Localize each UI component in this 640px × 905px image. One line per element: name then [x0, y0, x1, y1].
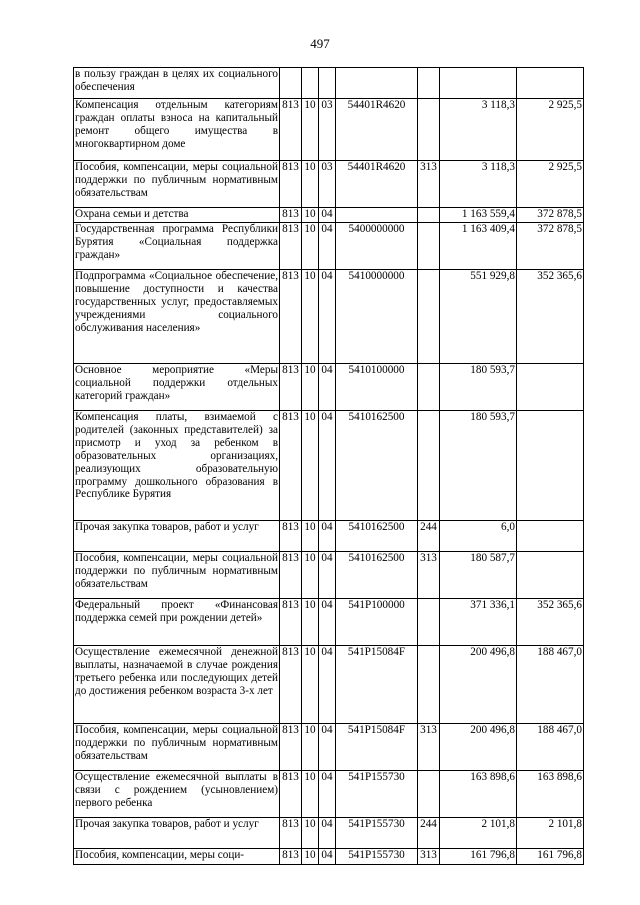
table-row	[74, 411, 584, 521]
sum-1-cell: 3 118,3	[440, 161, 517, 208]
sum-1-cell: 6,0	[440, 521, 517, 552]
table-row	[74, 552, 584, 599]
table-row	[74, 724, 584, 771]
table-row	[74, 521, 584, 552]
csr-code-cell: 54401R4620	[336, 161, 418, 208]
row-name-cell: Пособия, компенсации, меры социальной поддержки по публичным нормативным обязательствам	[74, 724, 280, 771]
sum-2-cell	[517, 521, 584, 552]
row-name-cell: Подпрограмма «Социальное обеспечение, повышение доступности и качества государственных услуг, предоставляемых учреждениями социального обслуживания населения»	[74, 270, 280, 364]
vr-code-cell	[418, 208, 440, 223]
sum-2-cell: 2 925,5	[517, 161, 584, 208]
gr-code-cell: 813	[280, 552, 302, 599]
row-name-cell: Прочая закупка товаров, работ и услуг	[74, 521, 280, 552]
csr-code-cell: 5410162500	[336, 521, 418, 552]
gr-code-cell: 813	[280, 223, 302, 270]
sum-1-cell: 180 593,7	[440, 411, 517, 521]
sum-1-cell: 2 101,8	[440, 818, 517, 849]
sum-2-cell: 163 898,6	[517, 771, 584, 818]
rz-code-cell: 10	[302, 646, 319, 724]
sum-2-cell	[517, 411, 584, 521]
gr-code-cell: 813	[280, 818, 302, 849]
row-name-cell: Пособия, компенсации, меры социальной поддержки по публичным нормативным обязательствам	[74, 552, 280, 599]
table-row	[74, 99, 584, 161]
vr-code-cell	[418, 771, 440, 818]
table-row	[74, 818, 584, 849]
rz-code-cell: 10	[302, 364, 319, 411]
sum-1-cell: 200 496,8	[440, 646, 517, 724]
pr-code-cell: 03	[319, 161, 336, 208]
rz-code-cell: 10	[302, 724, 319, 771]
vr-code-cell: 313	[418, 849, 440, 865]
csr-code-cell	[336, 68, 418, 99]
csr-code-cell: 5400000000	[336, 223, 418, 270]
sum-2-cell: 352 365,6	[517, 270, 584, 364]
table-row	[74, 849, 584, 865]
row-name-cell: Охрана семьи и детства	[74, 208, 280, 223]
row-name-cell: Федеральный проект «Финансовая поддержка семей при рождении детей»	[74, 599, 280, 646]
sum-1-cell: 3 118,3	[440, 99, 517, 161]
rz-code-cell	[302, 68, 319, 99]
sum-2-cell: 372 878,5	[517, 208, 584, 223]
sum-2-cell	[517, 552, 584, 599]
sum-2-cell: 372 878,5	[517, 223, 584, 270]
csr-code-cell: 541P100000	[336, 599, 418, 646]
rz-code-cell: 10	[302, 771, 319, 818]
gr-code-cell: 813	[280, 364, 302, 411]
rz-code-cell: 10	[302, 521, 319, 552]
table-row	[74, 599, 584, 646]
sum-1-cell: 1 163 559,4	[440, 208, 517, 223]
page-number: 497	[310, 36, 330, 51]
csr-code-cell: 5410000000	[336, 270, 418, 364]
csr-code-cell: 541P155730	[336, 849, 418, 865]
budget-table	[73, 67, 584, 865]
rz-code-cell: 10	[302, 552, 319, 599]
pr-code-cell: 04	[319, 270, 336, 364]
row-name-cell: Прочая закупка товаров, работ и услуг	[74, 818, 280, 849]
gr-code-cell: 813	[280, 724, 302, 771]
table-row	[74, 223, 584, 270]
rz-code-cell: 10	[302, 411, 319, 521]
vr-code-cell	[418, 270, 440, 364]
table-row	[74, 771, 584, 818]
csr-code-cell: 541P155730	[336, 771, 418, 818]
gr-code-cell: 813	[280, 849, 302, 865]
gr-code-cell: 813	[280, 646, 302, 724]
pr-code-cell: 04	[319, 724, 336, 771]
vr-code-cell	[418, 223, 440, 270]
pr-code-cell: 04	[319, 646, 336, 724]
vr-code-cell	[418, 411, 440, 521]
vr-code-cell	[418, 68, 440, 99]
gr-code-cell: 813	[280, 521, 302, 552]
pr-code-cell: 03	[319, 99, 336, 161]
row-name-cell: Осуществление ежемесячной выплаты в связи с рождением (усыновлением) первого ребенка	[74, 771, 280, 818]
vr-code-cell	[418, 99, 440, 161]
vr-code-cell: 313	[418, 552, 440, 599]
table-row	[74, 270, 584, 364]
csr-code-cell	[336, 208, 418, 223]
sum-2-cell: 188 467,0	[517, 646, 584, 724]
csr-code-cell: 5410162500	[336, 552, 418, 599]
rz-code-cell: 10	[302, 99, 319, 161]
row-name-cell: Компенсация платы, взимаемой с родителей (законных представителей) за присмотр и уход за ребенком в образовательных организациях, реализующих образовательную программу дошкольного образования в Республике Бурятия	[74, 411, 280, 521]
gr-code-cell: 813	[280, 208, 302, 223]
rz-code-cell: 10	[302, 161, 319, 208]
vr-code-cell: 244	[418, 521, 440, 552]
sum-2-cell: 352 365,6	[517, 599, 584, 646]
gr-code-cell: 813	[280, 161, 302, 208]
rz-code-cell: 10	[302, 599, 319, 646]
gr-code-cell: 813	[280, 599, 302, 646]
sum-1-cell	[440, 68, 517, 99]
gr-code-cell: 813	[280, 411, 302, 521]
sum-1-cell: 200 496,8	[440, 724, 517, 771]
gr-code-cell	[280, 68, 302, 99]
rz-code-cell: 10	[302, 849, 319, 865]
table-row	[74, 364, 584, 411]
table-row	[74, 68, 584, 99]
sum-2-cell	[517, 364, 584, 411]
csr-code-cell: 54401R4620	[336, 99, 418, 161]
vr-code-cell: 313	[418, 724, 440, 771]
pr-code-cell: 04	[319, 208, 336, 223]
row-name-cell: Пособия, компенсации, меры соци-	[74, 849, 280, 865]
row-name-cell: в пользу граждан в целях их социального обеспечения	[74, 68, 280, 99]
vr-code-cell: 244	[418, 818, 440, 849]
sum-2-cell: 161 796,8	[517, 849, 584, 865]
pr-code-cell: 04	[319, 849, 336, 865]
sum-1-cell: 161 796,8	[440, 849, 517, 865]
vr-code-cell	[418, 364, 440, 411]
sum-2-cell	[517, 68, 584, 99]
table-body	[74, 68, 584, 865]
csr-code-cell: 541P15084F	[336, 646, 418, 724]
sum-2-cell: 2 101,8	[517, 818, 584, 849]
sum-1-cell: 163 898,6	[440, 771, 517, 818]
gr-code-cell: 813	[280, 99, 302, 161]
sum-1-cell: 551 929,8	[440, 270, 517, 364]
vr-code-cell: 313	[418, 161, 440, 208]
csr-code-cell: 5410162500	[336, 411, 418, 521]
rz-code-cell: 10	[302, 818, 319, 849]
pr-code-cell: 04	[319, 771, 336, 818]
row-name-cell: Осуществление ежемесячной денежной выплаты, назначаемой в случае рождения третьего ребенка или последующих детей до достижения ребенком возраста 3-х лет	[74, 646, 280, 724]
table-row	[74, 646, 584, 724]
row-name-cell: Компенсация отдельным категориям граждан оплаты взноса на капитальный ремонт общего имущества в многоквартирном доме	[74, 99, 280, 161]
csr-code-cell: 541P15084F	[336, 724, 418, 771]
rz-code-cell: 10	[302, 208, 319, 223]
pr-code-cell: 04	[319, 364, 336, 411]
pr-code-cell: 04	[319, 521, 336, 552]
rz-code-cell: 10	[302, 223, 319, 270]
vr-code-cell	[418, 599, 440, 646]
csr-code-cell: 5410100000	[336, 364, 418, 411]
vr-code-cell	[418, 646, 440, 724]
sum-1-cell: 1 163 409,4	[440, 223, 517, 270]
row-name-cell: Основное мероприятие «Меры социальной поддержки отдельных категорий граждан»	[74, 364, 280, 411]
pr-code-cell	[319, 68, 336, 99]
row-name-cell: Пособия, компенсации, меры социальной поддержки по публичным нормативным обязательствам	[74, 161, 280, 208]
sum-1-cell: 371 336,1	[440, 599, 517, 646]
pr-code-cell: 04	[319, 599, 336, 646]
sum-2-cell: 188 467,0	[517, 724, 584, 771]
gr-code-cell: 813	[280, 270, 302, 364]
table-row	[74, 208, 584, 223]
sum-2-cell: 2 925,5	[517, 99, 584, 161]
pr-code-cell: 04	[319, 552, 336, 599]
row-name-cell: Государственная программа Республики Бурятия «Социальная поддержка граждан»	[74, 223, 280, 270]
pr-code-cell: 04	[319, 223, 336, 270]
gr-code-cell: 813	[280, 771, 302, 818]
rz-code-cell: 10	[302, 270, 319, 364]
pr-code-cell: 04	[319, 411, 336, 521]
pr-code-cell: 04	[319, 818, 336, 849]
table-row	[74, 161, 584, 208]
sum-1-cell: 180 587,7	[440, 552, 517, 599]
sum-1-cell: 180 593,7	[440, 364, 517, 411]
csr-code-cell: 541P155730	[336, 818, 418, 849]
